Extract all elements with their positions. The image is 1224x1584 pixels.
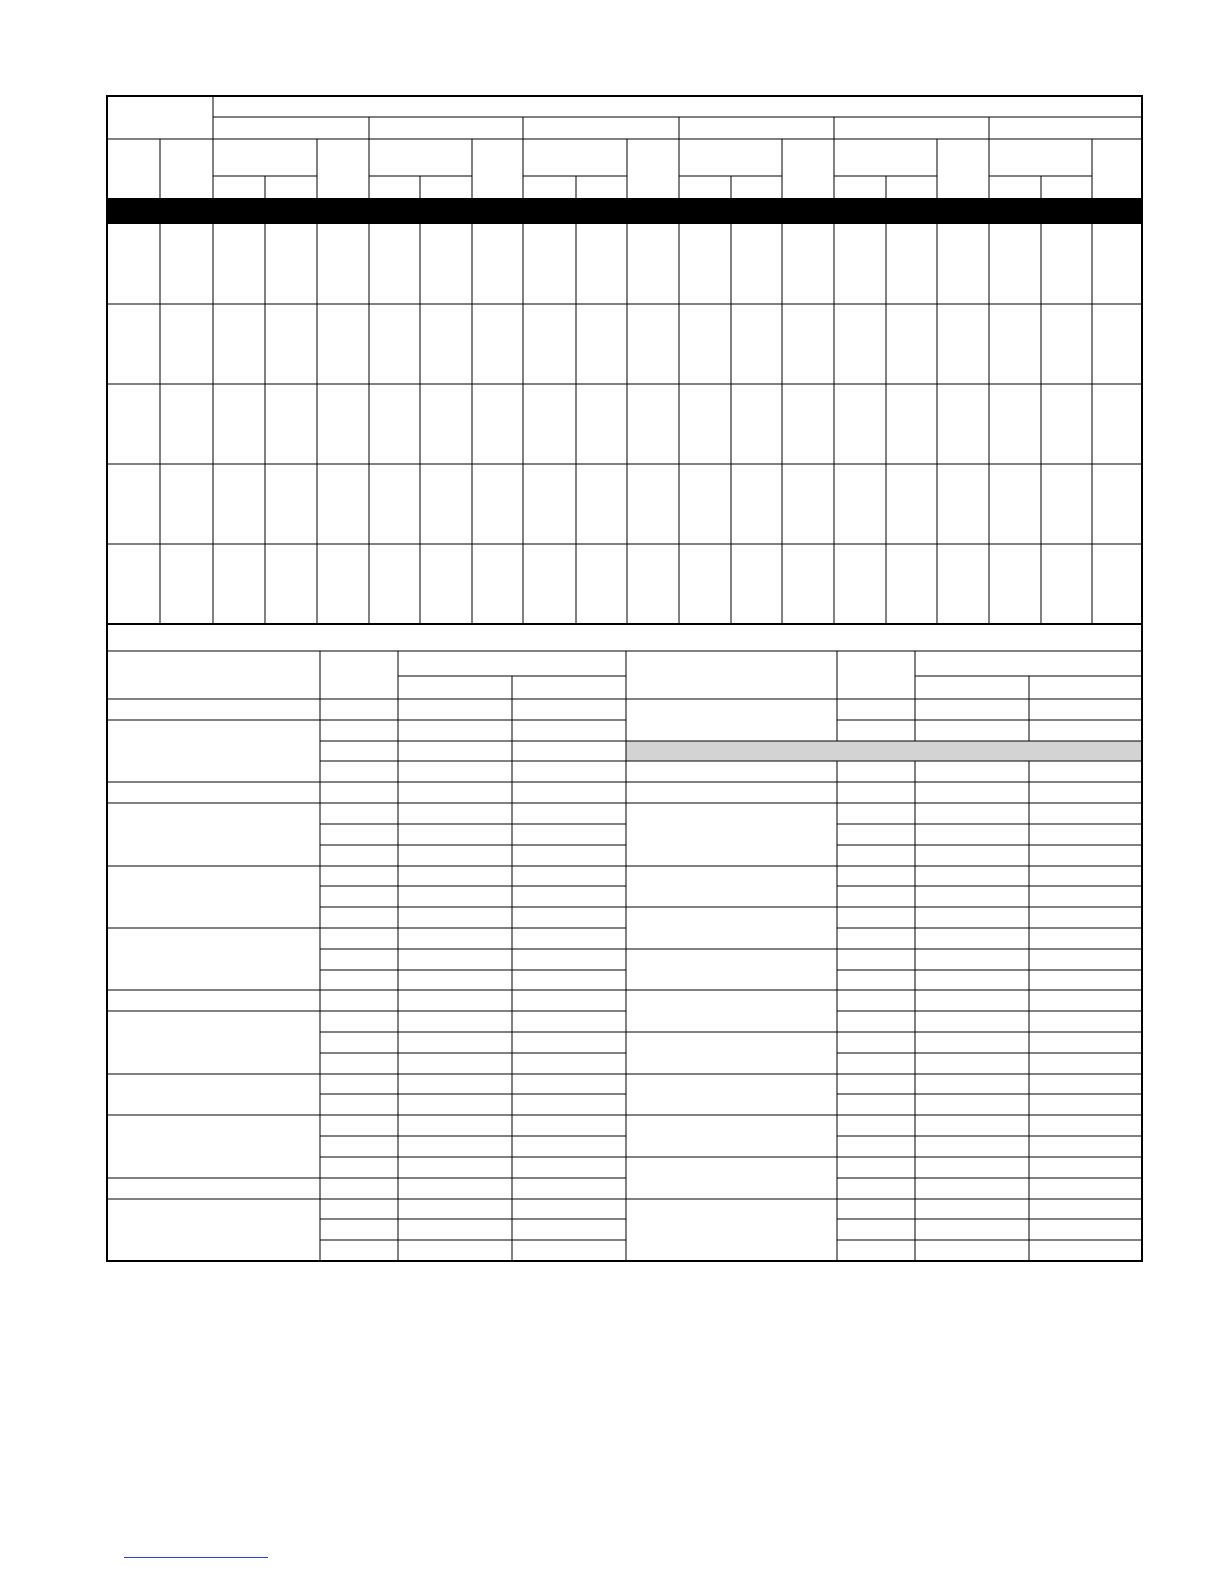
table-rules: [107, 96, 1142, 1261]
outer-frame: [107, 96, 1142, 1261]
footer-link-underline: [124, 1557, 268, 1558]
shaded-cells: [107, 198, 1142, 761]
table-frames: [107, 96, 1142, 1261]
header-banner: [107, 198, 1142, 224]
highlighted-band: [626, 741, 1142, 761]
